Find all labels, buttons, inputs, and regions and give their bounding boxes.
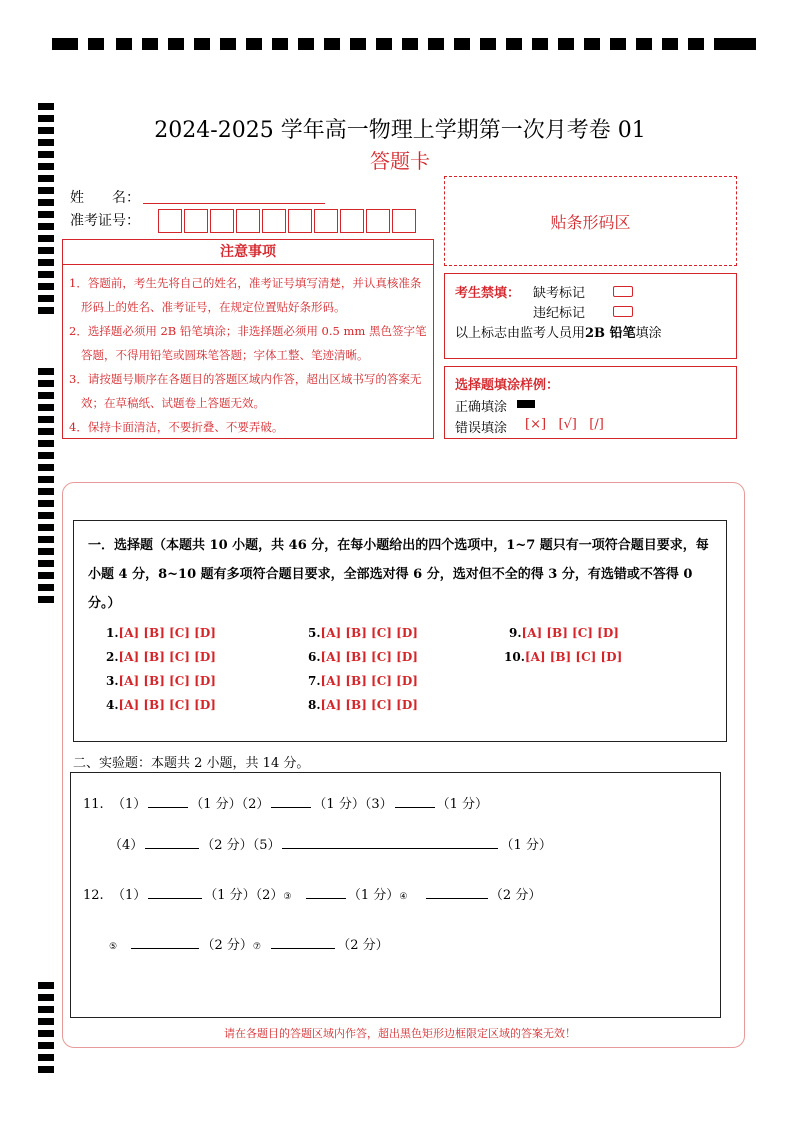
answer-blank[interactable] — [271, 936, 335, 949]
q11-line1: 11. （1） （1 分）（2） （1 分）（3） （1 分） — [83, 797, 489, 812]
q12-line2: ⑤ （2 分）⑦ （2 分） — [109, 938, 389, 953]
exam-title: 2024-2025 学年高一物理上学期第一次月考卷 01 — [154, 118, 646, 143]
notice-box — [62, 239, 434, 439]
top-timing-marks — [52, 38, 756, 52]
absent-label: 缺考标记 — [533, 286, 586, 301]
absent-mark-box[interactable] — [613, 286, 633, 297]
answer-blank[interactable] — [282, 836, 498, 849]
choice-question[interactable]: 6.[A] [B] [C] [D] — [308, 650, 418, 664]
q11-line2: （4） （2 分）（5） （1 分） — [109, 838, 552, 853]
forbid-title: 考生禁填： — [455, 286, 521, 301]
barcode-area — [444, 176, 737, 266]
answer-blank[interactable] — [426, 886, 488, 899]
barcode-label: 贴条形码区 — [550, 212, 631, 232]
footer-warning: 请在各题目的答题区域内作答，超出黑色矩形边框限定区域的答案无效！ — [224, 1027, 576, 1040]
notice-title: 注意事项 — [63, 240, 433, 265]
forbid-note-suffix: 填涂 — [635, 326, 662, 341]
answer-blank[interactable] — [145, 836, 199, 849]
wrong-label: 错误填涂 — [455, 421, 508, 436]
choice-question[interactable]: 7.[A] [B] [C] [D] — [308, 674, 418, 688]
wrong-mark: [/] — [589, 417, 604, 432]
forbid-note-prefix: 以上标志由监考人员用 — [455, 326, 586, 341]
notice-item: 4．保持卡面清洁，不要折叠、不要弄破。 — [69, 420, 284, 434]
answer-blank[interactable] — [148, 795, 188, 808]
name-label: 姓 名： — [70, 190, 140, 206]
choice-question[interactable]: 10.[A] [B] [C] [D] — [504, 650, 623, 664]
choice-question[interactable]: 2.[A] [B] [C] [D] — [106, 650, 216, 664]
wrong-mark: [×] — [525, 417, 547, 432]
correct-label: 正确填涂 — [455, 400, 508, 415]
answer-sheet-subtitle: 答题卡 — [370, 149, 430, 173]
choice-heading: 一．选择题（本题共 10 小题，共 46 分，在每小题给出的四个选项中，1~7 题只有一项符合题目要求，每小题 4 分，8~10 题有多项符合题目要求，全部选对得 6 分，选对但不全的得 3 分，有选错或不答得 0 分。） — [88, 538, 709, 611]
q12-line1: 12. （1） （1 分）（2）③ （1 分）④ （2 分） — [83, 888, 542, 903]
answer-blank[interactable] — [271, 795, 311, 808]
sample-title: 选择题填涂样例： — [455, 378, 560, 393]
violation-label: 违纪标记 — [533, 306, 586, 321]
name-field[interactable] — [143, 203, 325, 204]
choice-question[interactable]: 1.[A] [B] [C] [D] — [106, 626, 216, 640]
notice-item: 3．请按题号顺序在各题目的答题区域内作答，超出区域书写的答案无效；在草稿纸、试题卷上答题无效。 — [69, 372, 422, 410]
choice-section — [73, 520, 727, 742]
answer-blank[interactable] — [131, 936, 199, 949]
notice-item: 1．答题前，考生先将自己的姓名，准考证号填写清楚，并认真核准条形码上的姓名、准考证号，在规定位置贴好条形码。 — [69, 276, 422, 314]
exam-id-label: 准考证号： — [70, 213, 140, 229]
choice-question[interactable]: 9.[A] [B] [C] [D] — [509, 626, 619, 640]
wrong-mark: [√] — [558, 417, 577, 432]
choice-question[interactable]: 8.[A] [B] [C] [D] — [308, 698, 418, 712]
fill-sample-box — [444, 366, 737, 439]
forbid-note-bold: 2B 铅笔 — [585, 326, 636, 341]
answer-blank[interactable] — [395, 795, 435, 808]
experiment-section — [70, 772, 721, 1018]
choice-question[interactable]: 5.[A] [B] [C] [D] — [308, 626, 418, 640]
choice-question[interactable]: 3.[A] [B] [C] [D] — [106, 674, 216, 688]
choice-question[interactable]: 4.[A] [B] [C] [D] — [106, 698, 216, 712]
answer-blank[interactable] — [148, 886, 202, 899]
correct-fill-sample — [517, 400, 535, 408]
answer-blank[interactable] — [306, 886, 346, 899]
experiment-heading: 二、实验题：本题共 2 小题，共 14 分。 — [73, 756, 310, 771]
violation-mark-box[interactable] — [613, 306, 633, 317]
examinee-forbidden-box — [444, 273, 737, 359]
notice-item: 2．选择题必须用 2B 铅笔填涂；非选择题必须用 0.5 mm 黑色签字笔答题，不得用铅笔或圆珠笔答题；字体工整、笔迹清晰。 — [69, 324, 427, 362]
